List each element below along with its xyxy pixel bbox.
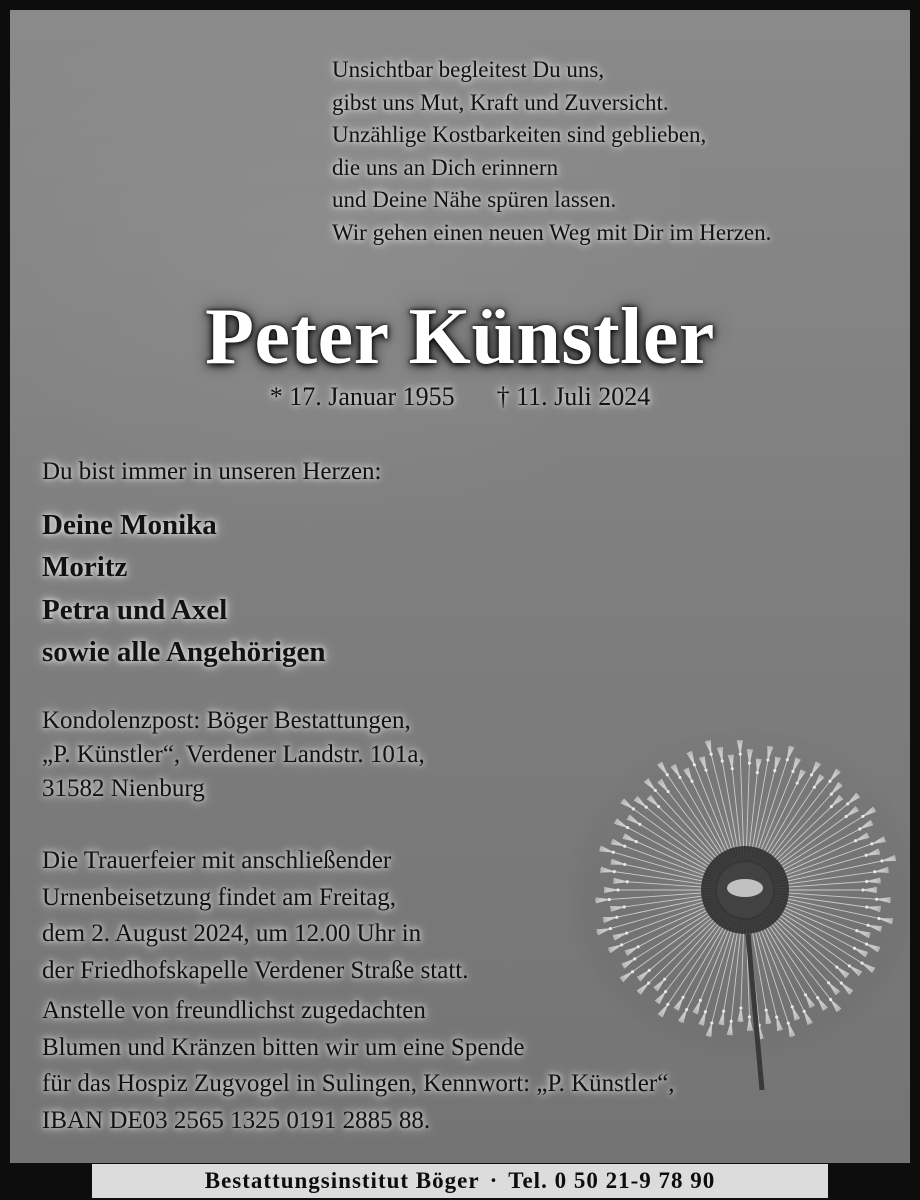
condolence-address bbox=[42, 704, 425, 806]
mourner-name: Deine Monika bbox=[42, 509, 217, 541]
donation-request bbox=[42, 993, 675, 1139]
donation-line: Anstelle von freundlichst zugedachten bbox=[42, 997, 426, 1024]
mourner-name: Moritz bbox=[42, 551, 128, 584]
donation-line: Blumen und Kränzen bitten wir um eine Spende bbox=[42, 1033, 525, 1061]
life-dates bbox=[10, 382, 910, 412]
deceased-name: Peter Künstler bbox=[205, 293, 715, 381]
donation-line: für das Hospiz Zugvogel in Sulingen, Kennwort: „P. Künstler“, bbox=[42, 1070, 675, 1097]
poem-line: Unsichtbar begleitest Du uns, bbox=[332, 57, 605, 82]
funeral-line: dem 2. August 2024, um 12.00 Uhr in bbox=[42, 920, 422, 947]
mourner-name: Petra und Axel bbox=[42, 593, 228, 626]
address-line: 31582 Nienburg bbox=[42, 775, 205, 802]
death-date: † 11. Juli 2024 bbox=[496, 382, 651, 411]
funeral-home-name: Bestattungsinstitut Böger bbox=[204, 1168, 480, 1193]
funeral-line: Urnenbeisetzung findet am Freitag, bbox=[42, 883, 397, 911]
mourner-name: sowie alle Angehörigen bbox=[42, 635, 326, 668]
funeral-home-footer bbox=[92, 1164, 828, 1198]
birth-date: * 17. Januar 1955 bbox=[269, 382, 455, 411]
funeral-details bbox=[42, 843, 468, 989]
in-our-hearts-line: Du bist immer in unseren Herzen: bbox=[42, 458, 382, 485]
poem-line: Unzählige Kostbarkeiten sind geblieben, bbox=[332, 122, 707, 148]
notice-panel bbox=[10, 10, 910, 1163]
mourners-list bbox=[42, 504, 326, 673]
address-line: Kondolenzpost: Böger Bestattungen, bbox=[42, 707, 411, 734]
poem-line: die uns an Dich erinnern bbox=[332, 154, 559, 180]
poem-line: gibst uns Mut, Kraft und Zuversicht. bbox=[332, 89, 669, 115]
funeral-home-phone: Tel. 0 50 21-9 78 90 bbox=[508, 1168, 716, 1193]
footer-separator: · bbox=[489, 1168, 499, 1193]
funeral-line: der Friedhofskapelle Verdener Straße statt. bbox=[42, 956, 469, 984]
address-line: „P. Künstler“, Verdener Landstr. 101a, bbox=[42, 741, 425, 768]
poem-line: und Deine Nähe spüren lassen. bbox=[332, 187, 617, 213]
donation-line: IBAN DE03 2565 1325 0191 2885 88. bbox=[42, 1106, 431, 1134]
memorial-poem bbox=[332, 54, 771, 250]
poem-line: Wir gehen einen neuen Weg mit Dir im Herzen. bbox=[332, 219, 772, 245]
funeral-line: Die Trauerfeier mit anschließender bbox=[42, 847, 392, 874]
